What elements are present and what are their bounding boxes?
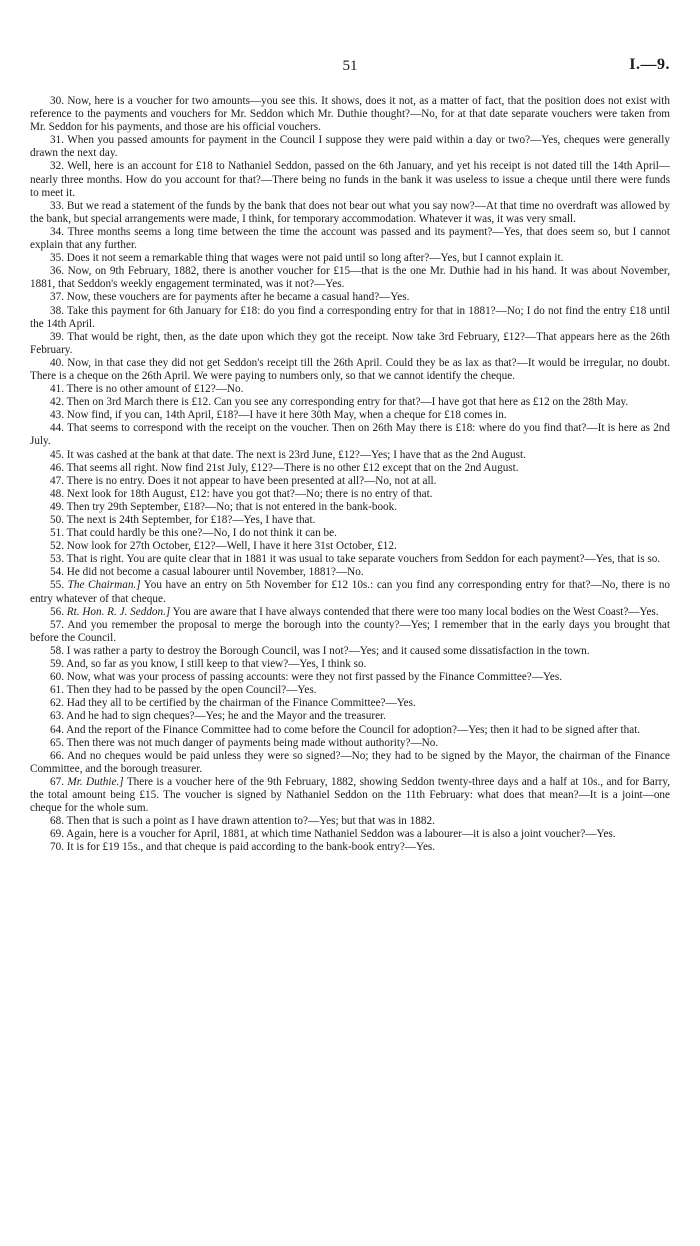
- paragraph: [30, 95, 670, 134]
- paragraph-text: 51. That could hardly be this one?—No, I do not think it can be.: [50, 527, 337, 540]
- paragraph: [30, 488, 670, 501]
- paragraph-text: 35. Does it not seem a remarkable thing that wages were not paid until so long after?—Yes, but I cannot explain it.: [50, 252, 564, 265]
- paragraph: [30, 815, 670, 828]
- question-number: 55.: [50, 579, 68, 592]
- paragraph-text: 49. Then try 29th September, £18?—No; that is not entered in the bank-book.: [50, 500, 398, 513]
- paragraph-text: 66. And no cheques would be paid unless they were so signed?—No; they had to be signed by the Mayor, the chairman of the Finance Committee, and the borough treasurer.: [30, 749, 670, 775]
- paragraph-text: 58. I was rather a party to destroy the Borough Council, was I not?—Yes; and it caused some dissatisfaction in the town.: [50, 644, 590, 657]
- speaker-name: Mr. Duthie.]: [67, 775, 124, 788]
- paragraph: [30, 737, 670, 750]
- paragraph: [30, 501, 670, 514]
- page-number: 51: [342, 58, 358, 74]
- speaker-name: The Chairman.]: [67, 579, 141, 592]
- paragraph: [30, 579, 670, 605]
- paragraph: [30, 265, 670, 291]
- paragraph-text: 65. Then there was not much danger of payments being made without authority?—No.: [50, 736, 439, 749]
- paragraph-text: You are aware that I have always contended that there were too many local bodies on the West Coast?—Yes.: [170, 605, 659, 618]
- paragraph: [30, 475, 670, 488]
- paragraph-text: 70. It is for £19 15s., and that cheque is paid according to the bank-book entry?—Yes.: [50, 841, 436, 854]
- paragraph: [30, 540, 670, 553]
- paragraph-text: 33. But we read a statement of the funds by the bank that does not bear out what you say now?—At that time no overdraft was allowed by the bank, but special arrangements were made, I think, for temporary accommodation. Whatever it was, it was very small.: [30, 199, 670, 225]
- paragraph-text: 50. The next is 24th September, for £18?—Yes, I have that.: [50, 514, 316, 526]
- paragraph-text: 63. And he had to sign cheques?—Yes; he and the Mayor and the treasurer.: [50, 710, 386, 723]
- paragraph: [30, 619, 670, 645]
- speaker-name: Rt. Hon. R. J. Seddon.]: [66, 605, 171, 618]
- question-number: 67.: [50, 775, 68, 788]
- paragraph-text: You have an entry on 5th November for £12 10s.: can you find any corresponding entry for that?—No, there is no entry whatever of that cheque.: [30, 579, 671, 605]
- paragraph: [30, 671, 670, 684]
- paragraph-text: 41. There is no other amount of £12?—No.: [50, 383, 244, 396]
- paragraph-text: 45. It was cashed at the bank at that date. The next is 23rd June, £12?—Yes; I have that as the 2nd August.: [50, 448, 526, 461]
- paragraph-text: 57. And you remember the proposal to merge the borough into the county?—Yes; I remember that in the early days you brought that before the Council.: [30, 618, 670, 644]
- paragraph: [30, 409, 670, 422]
- paragraph-text: 64. And the report of the Finance Committee had to come before the Council for adoption?—Yes; then it had to be signed after that.: [50, 723, 641, 736]
- paragraph-text: 37. Now, these vouchers are for payments after he became a casual hand?—Yes.: [50, 291, 410, 304]
- paragraph-text: 36. Now, on 9th February, 1882, there is another voucher for £15—that is the one Mr. Duthie had in his hand. It was about November, 1881, that Seddon's weekly engagement terminated, was it not?—Yes.: [30, 265, 670, 291]
- paragraph: [30, 383, 670, 396]
- paragraph-text: 39. That would be right, then, as the date upon which they got the receipt. Now take 3rd February, £12?—That appears here as the 26th February.: [30, 330, 670, 356]
- paragraph: [30, 645, 670, 658]
- paragraph-text: 44. That seems to correspond with the receipt on the voucher. Then on 26th May there is £18: where do you find that?—It is here as 2nd July.: [30, 422, 670, 448]
- paragraph-text: 68. Then that is such a point as I have drawn attention to?—Yes; but that was in 1882.: [50, 815, 435, 828]
- paragraph-text: 52. Now look for 27th October, £12?—Well, I have it here 31st October, £12.: [50, 540, 397, 553]
- paragraph: [30, 828, 670, 841]
- paragraph: [30, 331, 670, 357]
- paragraph-text: 32. Well, here is an account for £18 to Nathaniel Seddon, passed on the 6th January, and yet his receipt is not dated till the 14th April—nearly three months. How do you account for that?—There being no funds in the bank it was useless to issue a cheque until there were funds to meet it.: [30, 160, 670, 199]
- document-body: [30, 95, 670, 854]
- paragraph-text: 38. Take this payment for 6th January for £18: do you find a corresponding entry for that in 1881?—No; I do not find the entry £18 until the 14th April.: [30, 304, 670, 330]
- document-reference: I.—9.: [629, 56, 670, 73]
- paragraph: [30, 226, 670, 252]
- question-number: 56.: [50, 605, 67, 618]
- paragraph-text: 54. He did not become a casual labourer until November, 1881?—No.: [50, 566, 364, 579]
- paragraph: [30, 566, 670, 579]
- paragraph: [30, 841, 670, 854]
- paragraph: [30, 553, 670, 566]
- paragraph: [30, 462, 670, 475]
- paragraph: [30, 396, 670, 409]
- page-header: [30, 0, 670, 95]
- paragraph-text: There is a voucher here of the 9th February, 1882, showing Seddon twenty-three days and a half at 10s., and for Barry, the total amount being £15. The voucher is signed by Nathaniel Seddon on the 11th February: what does that mean?—It is a joint—one cheque for the whole sum.: [30, 775, 670, 815]
- paragraph: [30, 750, 670, 776]
- paragraph-text: 34. Three months seems a long time between the time the account was passed and its payment?—Yes, that does seem so, but I cannot explain that any further.: [30, 225, 670, 252]
- paragraph-text: 43. Now find, if you can, 14th April, £18?—I have it here 30th May, when a cheque for £18 comes in.: [50, 409, 507, 422]
- paragraph: [30, 305, 670, 331]
- paragraph-text: 31. When you passed amounts for payment in the Council I suppose they were paid within a day or two?—Yes, cheques were generally drawn the next day.: [30, 134, 670, 160]
- paragraph: [30, 724, 670, 737]
- paragraph: [30, 422, 670, 448]
- paragraph-text: 69. Again, here is a voucher for April, 1881, at which time Nathaniel Seddon was a labourer—it is also a joint voucher?—Yes.: [50, 828, 616, 841]
- paragraph: [30, 449, 670, 462]
- paragraph: [30, 684, 670, 697]
- paragraph-text: 53. That is right. You are quite clear that in 1881 it was usual to take separate vouchers from Seddon for each payment?—Yes, that is so.: [50, 553, 661, 566]
- paragraph: [30, 658, 670, 671]
- paragraph: [30, 357, 670, 383]
- paragraph-text: 59. And, so far as you know, I still keep to that view?—Yes, I think so.: [50, 658, 367, 671]
- paragraph: [30, 527, 670, 540]
- paragraph-text: 47. There is no entry. Does it not appear to have been presented at all?—No, not at all.: [50, 474, 437, 487]
- paragraph: [30, 710, 670, 723]
- paragraph-text: 30. Now, here is a voucher for two amounts—you see this. It shows, does it not, as a matter of fact, that the position does not exist with reference to the payments and vouchers for Mr. Seddon which Mr. Duthie thought?—No, for at that date separate vouchers were taken from Mr. Seddon for his payments, and those are his official vouchers.: [30, 95, 670, 134]
- paragraph: [30, 697, 670, 710]
- paragraph: [30, 252, 670, 265]
- paragraph: [30, 291, 670, 304]
- paragraph-text: 42. Then on 3rd March there is £12. Can you see any corresponding entry for that?—I have got that here as £12 on the 28th May.: [50, 396, 629, 409]
- paragraph: [30, 200, 670, 226]
- paragraph: [30, 606, 670, 619]
- paragraph-text: 48. Next look for 18th August, £12: have you got that?—No; there is no entry of that.: [50, 487, 433, 500]
- paragraph: [30, 776, 670, 815]
- paragraph-text: 40. Now, in that case they did not get Seddon's receipt till the 26th April. Could they be as lax as that?—It would be irregular, no doubt. There is a cheque on the 26th April. We were paying to numbers only, so that we cannot identify the cheque.: [30, 356, 670, 382]
- paragraph: [30, 514, 670, 527]
- paragraph-text: 46. That seems all right. Now find 21st July, £12?—There is no other £12 except that on the 2nd August.: [50, 461, 519, 474]
- paragraph: [30, 160, 670, 199]
- paragraph-text: 61. Then they had to be passed by the open Council?—Yes.: [50, 684, 317, 697]
- paragraph: [30, 134, 670, 160]
- paragraph-text: 62. Had they all to be certified by the chairman of the Finance Committee?—Yes.: [50, 697, 416, 710]
- paragraph-text: 60. Now, what was your process of passing accounts: were they not first passed by the Finance Committee?—Yes.: [50, 671, 563, 684]
